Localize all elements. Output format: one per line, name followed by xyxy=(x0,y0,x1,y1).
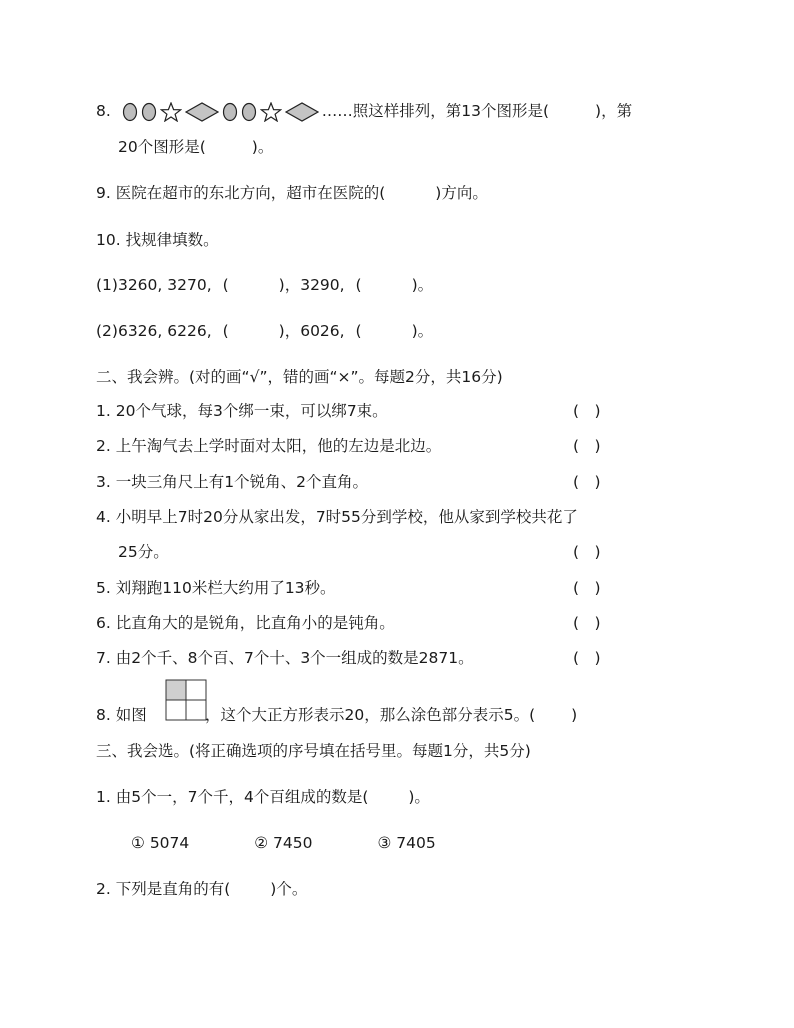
q10-title: 10. 找规律填数。 xyxy=(96,231,219,249)
item-number: 8. xyxy=(96,706,111,724)
item8-text-c: ) xyxy=(571,706,578,724)
q10-row2-c: )，6026, xyxy=(278,322,345,340)
star-icon xyxy=(160,102,182,122)
item-number: 1. xyxy=(96,788,111,806)
q9-number: 9. xyxy=(96,184,111,202)
judge-blank-6[interactable]: ( ) xyxy=(573,614,601,632)
grid-cell xyxy=(166,700,186,720)
q10-row2-label: (2)6326, xyxy=(96,322,163,340)
q8-ellipsis: …… xyxy=(321,102,353,120)
item-number: 5. xyxy=(96,579,111,597)
option-3[interactable]: ③ 7405 xyxy=(377,834,436,852)
grid-cell xyxy=(186,700,206,720)
q9-text-b: )方向。 xyxy=(435,184,488,202)
q1-text-a: 由5个一，7个千，4个百组成的数是( xyxy=(115,788,369,806)
shaded-quarter xyxy=(166,680,186,700)
q9-line xyxy=(96,182,488,204)
item-number: 2. xyxy=(96,437,111,455)
section2-title: 二、我会辨。(对的画“√”，错的画“×”。每题2分，共16分) xyxy=(96,368,503,386)
section2-item-8 xyxy=(96,704,147,726)
section3-title: 三、我会选。(将正确选项的序号填在括号里。每题1分，共5分) xyxy=(96,742,531,760)
q8-line2-b: )。 xyxy=(251,138,274,156)
judge-blank-7[interactable]: ( ) xyxy=(573,649,601,667)
section2-item-4-cont: 25分。 xyxy=(118,543,169,561)
section2-item-5 xyxy=(96,577,336,599)
section2-item-7 xyxy=(96,647,474,669)
q9-text-a: 医院在超市的东北方向，超市在医院的( xyxy=(115,184,386,202)
section2-item-3 xyxy=(96,471,368,493)
section2-item-2 xyxy=(96,435,441,457)
item8-text-a: 如图 xyxy=(115,706,147,724)
item-text: 一块三角尺上有1个锐角、2个直角。 xyxy=(115,473,368,491)
q10-row2-d: ( xyxy=(355,322,362,340)
q8-question-b: )，第 xyxy=(595,102,633,120)
item8-text-b: ，这个大正方形表示20，那么涂色部分表示5。( xyxy=(205,706,536,724)
diamond-icon xyxy=(185,102,219,122)
q8-shape-sequence xyxy=(122,102,322,120)
item-text: 刘翔跑110米栏大约用了13秒。 xyxy=(115,579,336,597)
oval-icon xyxy=(141,102,157,122)
q10-row1-d: ( xyxy=(355,276,362,294)
q10-row-1 xyxy=(96,274,433,296)
diamond-icon xyxy=(285,102,319,122)
oval-icon xyxy=(122,102,138,122)
oval-icon xyxy=(222,102,238,122)
q10-row2-e: )。 xyxy=(411,322,434,340)
q8-line1 xyxy=(96,100,632,122)
judge-blank-4[interactable]: ( ) xyxy=(573,543,601,561)
q8-number: 8. xyxy=(96,102,111,120)
section3-q1 xyxy=(96,786,430,808)
q2-text-b: )个。 xyxy=(270,880,308,898)
item8-text-rest xyxy=(205,704,577,726)
section2-item-1 xyxy=(96,400,388,422)
judge-blank-3[interactable]: ( ) xyxy=(573,473,601,491)
item-number: 4. xyxy=(96,508,111,526)
item-number: 3. xyxy=(96,473,111,491)
item-number: 7. xyxy=(96,649,111,667)
section2-item-6 xyxy=(96,612,395,634)
q10-row1-e: )。 xyxy=(411,276,434,294)
item-text: 20个气球，每3个绑一束，可以绑7束。 xyxy=(115,402,388,420)
section3-q1-options xyxy=(131,832,496,854)
judge-blank-2[interactable]: ( ) xyxy=(573,437,601,455)
q10-row1-c: )，3290, xyxy=(278,276,345,294)
oval-icon xyxy=(241,102,257,122)
item-text: 小明早上7时20分从家出发，7时55分到学校，他从家到学校共花了 xyxy=(115,508,578,526)
q8-line2 xyxy=(118,136,273,158)
judge-blank-1[interactable]: ( ) xyxy=(573,402,601,420)
section2-item-4 xyxy=(96,506,578,528)
item-text: 由2个千、8个百、7个十、3个一组成的数是2871。 xyxy=(115,649,474,667)
q10-row-2 xyxy=(96,320,433,342)
section3-q2 xyxy=(96,878,307,900)
item-number: 6. xyxy=(96,614,111,632)
judge-blank-5[interactable]: ( ) xyxy=(573,579,601,597)
q8-line2-a: 20个图形是( xyxy=(118,138,206,156)
option-1[interactable]: ① 5074 xyxy=(131,834,190,852)
q10-row1-a: 3270, xyxy=(167,276,212,294)
q10-row1-b: ( xyxy=(222,276,229,294)
item-number: 2. xyxy=(96,880,111,898)
star-icon xyxy=(260,102,282,122)
q1-text-b: )。 xyxy=(408,788,430,806)
item-text: 比直角大的是锐角，比直角小的是钝角。 xyxy=(115,614,395,632)
square-grid-figure xyxy=(165,679,207,721)
q10-row2-b: ( xyxy=(222,322,229,340)
q8-question-a: 照这样排列，第13个图形是( xyxy=(352,102,550,120)
q2-text-a: 下列是直角的有( xyxy=(115,880,231,898)
grid-cell xyxy=(186,680,206,700)
item-text: 上午淘气去上学时面对太阳，他的左边是北边。 xyxy=(115,437,442,455)
item-number: 1. xyxy=(96,402,111,420)
q10-row1-label: (1)3260, xyxy=(96,276,163,294)
option-2[interactable]: ② 7450 xyxy=(254,834,313,852)
q10-row2-a: 6226, xyxy=(167,322,212,340)
